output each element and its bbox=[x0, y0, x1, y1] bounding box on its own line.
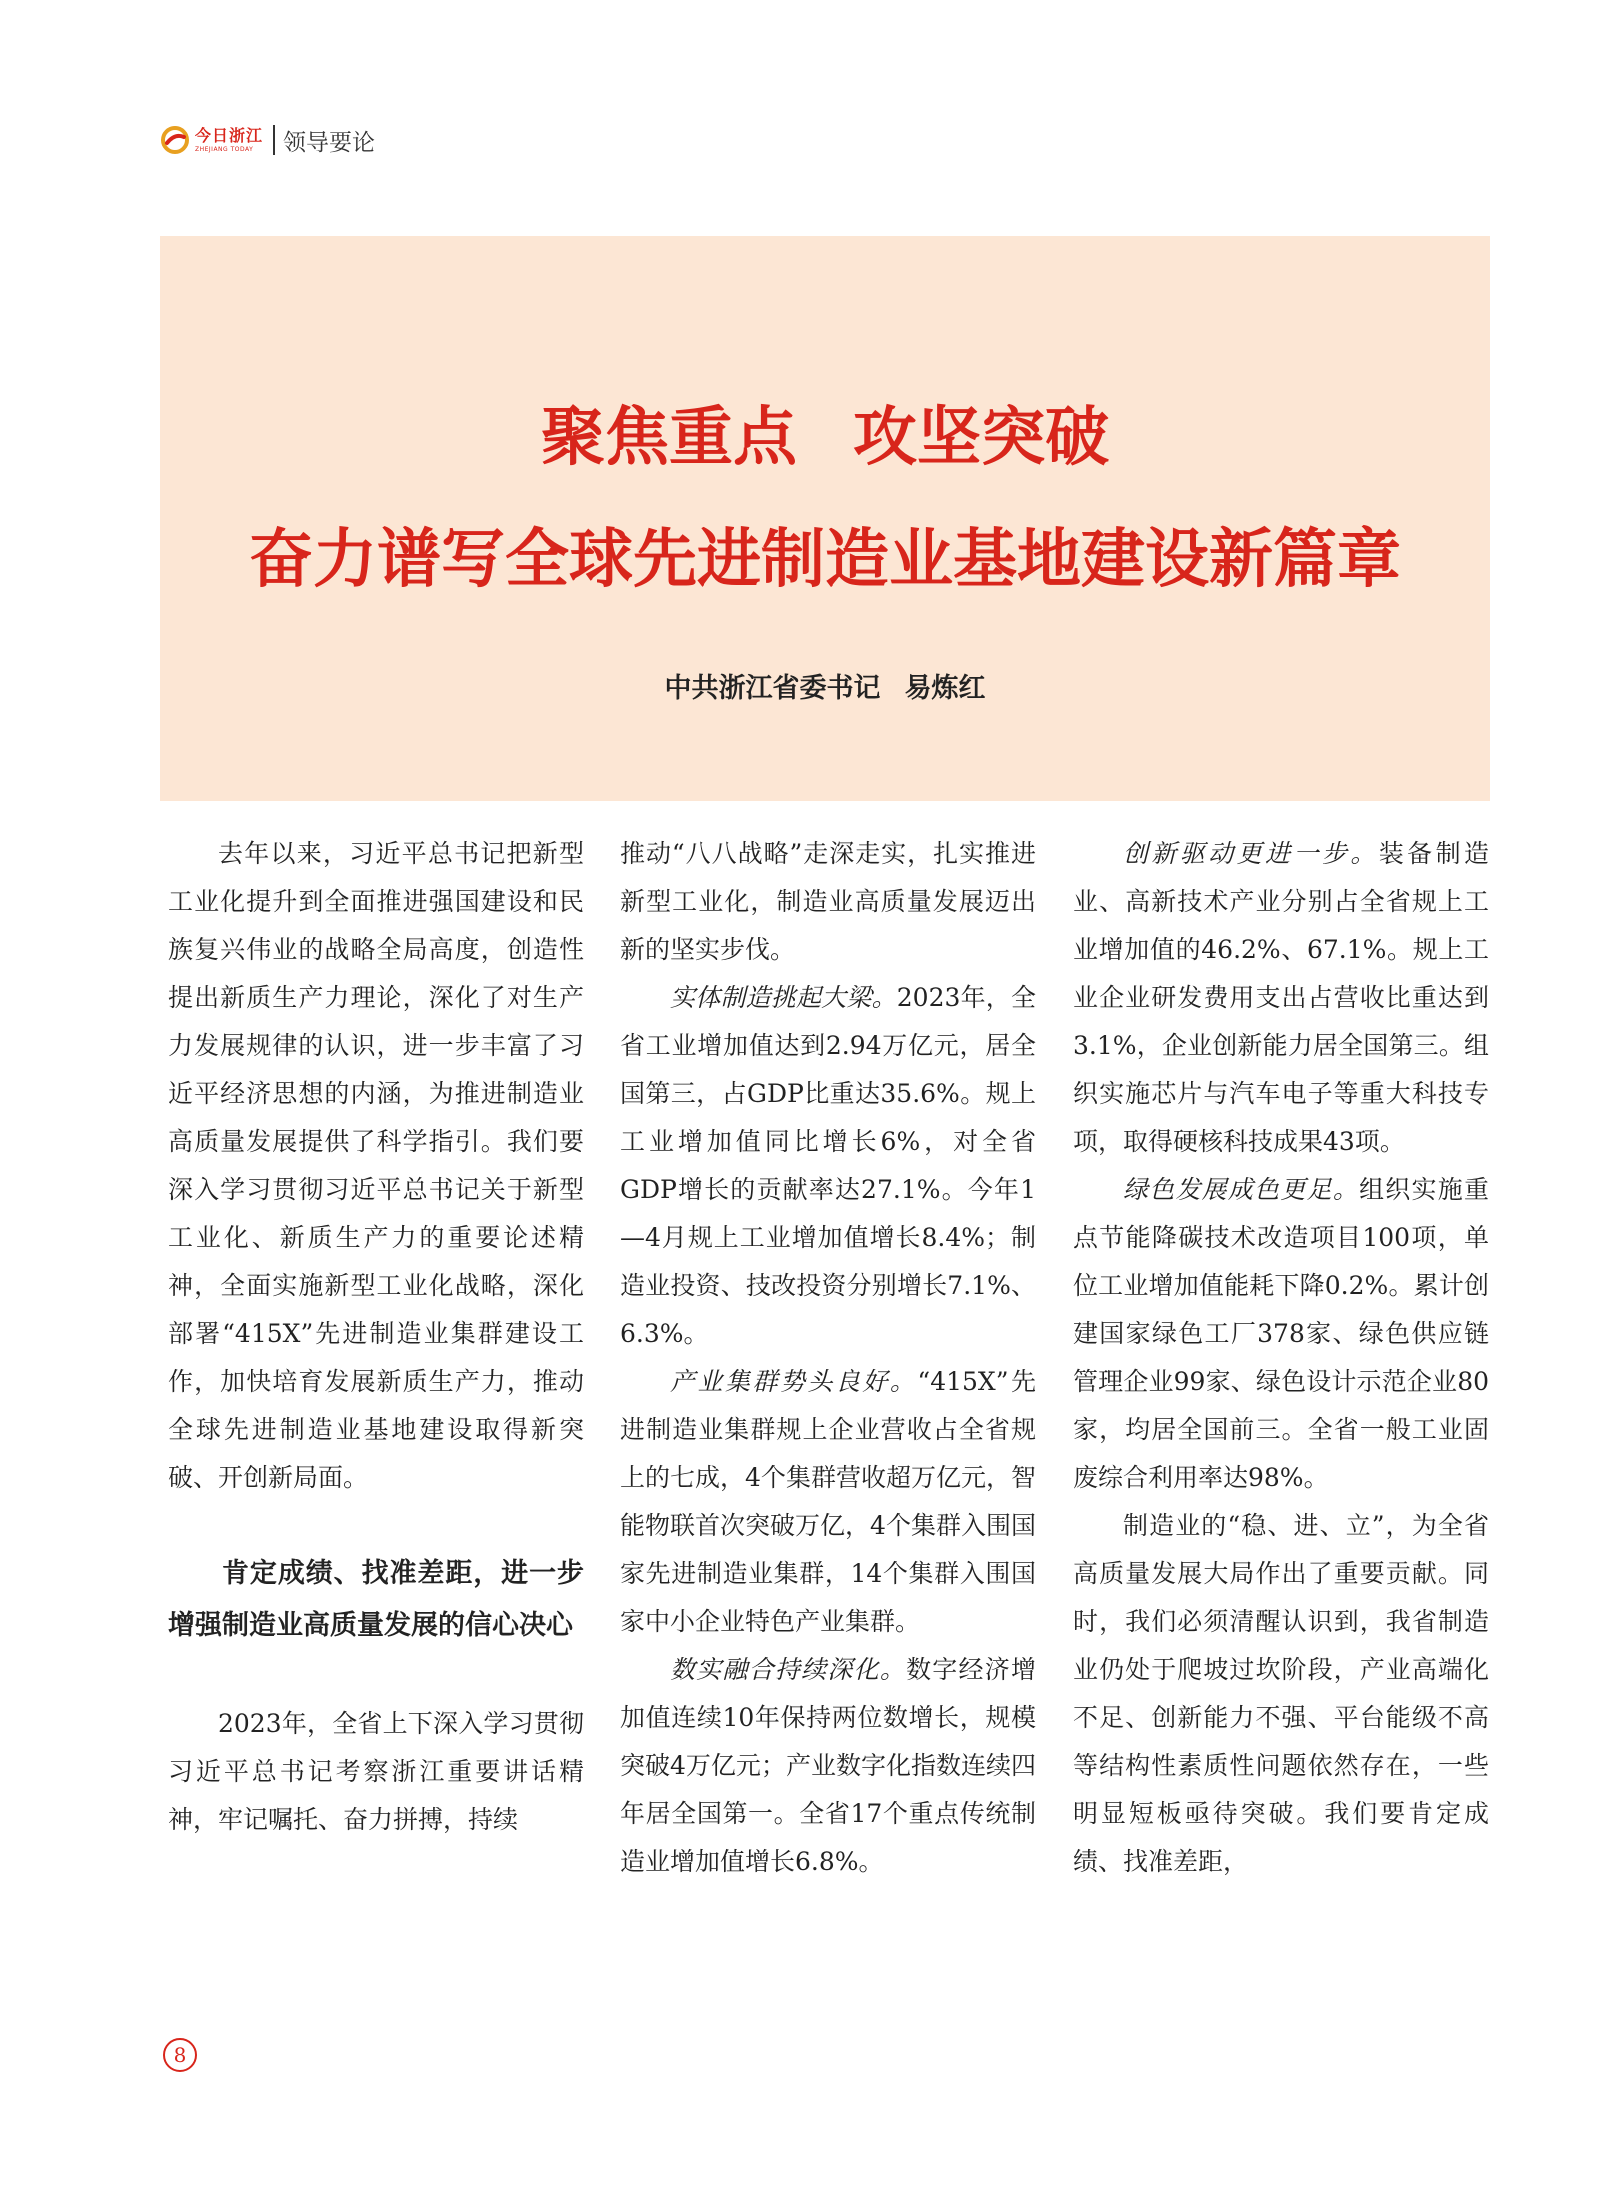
body-paragraph: 推动“八八战略”走深走实，扎实推进新型工业化，制造业高质量发展迈出新的坚实步伐。 bbox=[620, 839, 1036, 964]
paragraph-lead: 产业集群势头良好。 bbox=[670, 1367, 918, 1396]
page-number: 8 bbox=[163, 2038, 197, 2072]
title-banner bbox=[160, 236, 1490, 801]
header-divider bbox=[273, 125, 275, 155]
author-role: 中共浙江省委书记 bbox=[664, 673, 881, 704]
paragraph-body: 组织实施重点节能降碳技术改造项目100项，单位工业增加值能耗下降0.2%。累计创建国家绿色工厂378家、绿色供应链管理企业99家、绿色设计示范企业80家，均居全国前三。全省一般工业固废综合利用率达98%。 bbox=[1073, 1175, 1489, 1492]
body-paragraph: 2023年，全省上下深入学习贯彻习近平总书记考察浙江重要讲话精神，牢记嘱托、奋力拼搏，持续 bbox=[168, 1709, 584, 1834]
body-paragraph bbox=[1073, 1166, 1489, 1502]
author-byline bbox=[160, 666, 1490, 705]
section-name: 领导要论 bbox=[283, 129, 376, 156]
article-title-line1 bbox=[160, 386, 1490, 478]
author-name: 易炼红 bbox=[904, 673, 986, 704]
article-title-line2: 奋力谱写全球先进制造业基地建设新篇章 bbox=[249, 523, 1401, 597]
body-paragraph bbox=[1073, 830, 1489, 1166]
section-heading: 肯定成绩、找准差距，进一步增强制造业高质量发展的信心决心 bbox=[168, 1558, 584, 1641]
text-column-3 bbox=[1073, 830, 1489, 1886]
title-part-a: 聚焦重点 bbox=[541, 401, 797, 475]
paragraph-lead: 实体制造挑起大梁。 bbox=[670, 983, 897, 1012]
page-header bbox=[160, 118, 375, 162]
body-paragraph bbox=[620, 974, 1036, 1358]
paragraph-body: 数字经济增加值连续10年保持两位数增长，规模突破4万亿元；产业数字化指数连续四年居全国第一。全省17个重点传统制造业增加值增长6.8%。 bbox=[620, 1655, 1036, 1876]
paragraph-lead: 绿色发展成色更足。 bbox=[1123, 1175, 1360, 1204]
magazine-logo bbox=[160, 125, 263, 155]
paragraph-body: 2023年，全省工业增加值达到2.94万亿元，居全国第三，占GDP比重达35.6%。规上工业增加值同比增长6%，对全省GDP增长的贡献率达27.1%。今年1—4月规上工业增加值增长8.4%；制造业投资、技改投资分别增长7.1%、6.3%。 bbox=[620, 983, 1036, 1348]
logo-chinese-text: 今日浙江 bbox=[195, 125, 264, 145]
body-paragraph bbox=[620, 1358, 1036, 1646]
body-paragraph bbox=[620, 1646, 1036, 1886]
logo-english-text: ZHEJIANG TODAY bbox=[195, 145, 254, 153]
logo-icon bbox=[160, 125, 190, 155]
body-paragraph: 制造业的“稳、进、立”，为全省高质量发展大局作出了重要贡献。同时，我们必须清醒认识到，我省制造业仍处于爬坡过坎阶段，产业高端化不足、创新能力不强、平台能级不高等结构性素质性问题依然存在，一些明显短板亟待突破。我们要肯定成绩、找准差距， bbox=[1073, 1511, 1489, 1876]
paragraph-lead: 数实融合持续深化。 bbox=[670, 1655, 907, 1684]
text-column-2 bbox=[620, 830, 1036, 1886]
paragraph-body: “415X”先进制造业集群规上企业营收占全省规上的七成，4个集群营收超万亿元，智能物联首次突破万亿，4个集群入围国家先进制造业集群，14个集群入围国家中小企业特色产业集群。 bbox=[620, 1367, 1036, 1636]
text-column-1 bbox=[168, 830, 584, 1844]
paragraph-body: 装备制造业、高新技术产业分别占全省规上工业增加值的46.2%、67.1%。规上工业企业研发费用支出占营收比重达到3.1%，企业创新能力居全国第三。组织实施芯片与汽车电子等重大科技专项，取得硬核科技成果43项。 bbox=[1073, 839, 1489, 1156]
title-part-b: 攻坚突破 bbox=[853, 401, 1109, 475]
paragraph-lead: 创新驱动更进一步。 bbox=[1123, 839, 1379, 868]
intro-paragraph: 去年以来，习近平总书记把新型工业化提升到全面推进强国建设和民族复兴伟业的战略全局高度，创造性提出新质生产力理论，深化了对生产力发展规律的认识，进一步丰富了习近平经济思想的内涵，为推进制造业高质量发展提供了科学指引。我们要深入学习贯彻习近平总书记关于新型工业化、新质生产力的重要论述精神，全面实施新型工业化战略，深化部署“415X”先进制造业集群建设工作，加快培育发展新质生产力，推动全球先进制造业基地建设取得新突破、开创新局面。 bbox=[168, 839, 584, 1492]
